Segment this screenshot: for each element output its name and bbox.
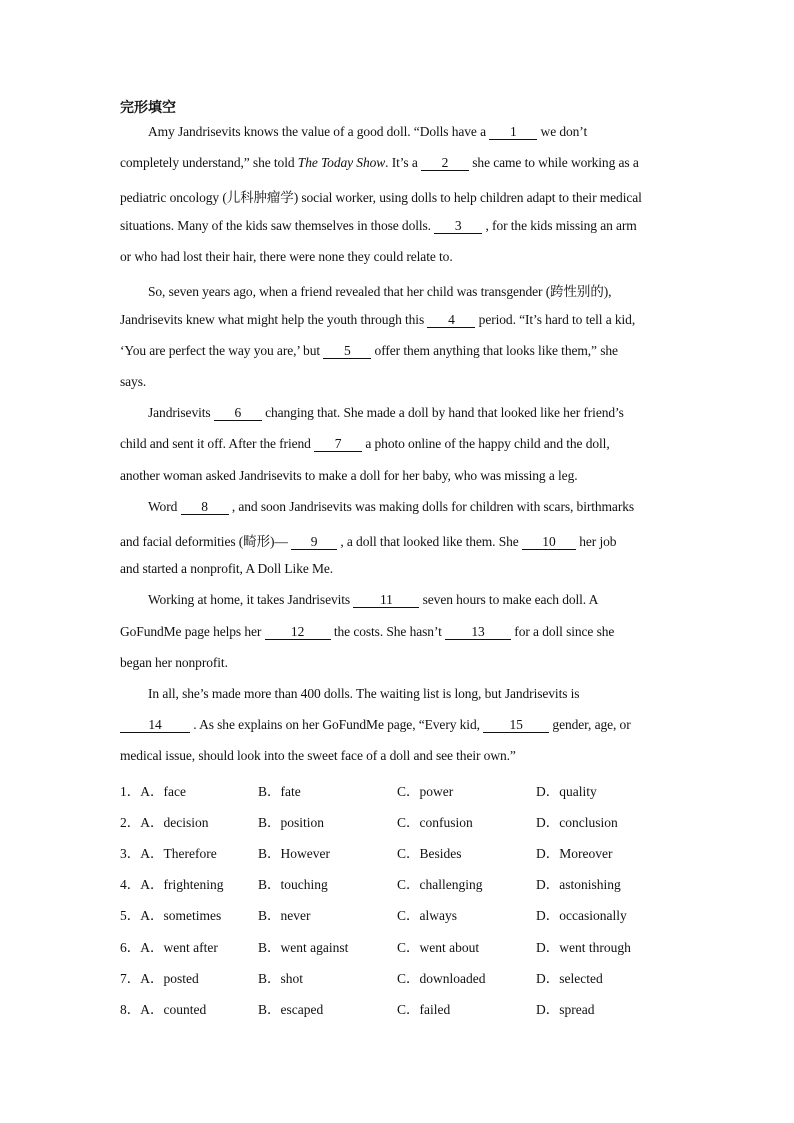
passage-line <box>120 312 635 328</box>
text: GoFundMe page helps her <box>120 624 265 639</box>
option-c[interactable]: C．Besides <box>397 846 462 861</box>
option-row-7 <box>120 967 680 985</box>
text: and facial deformities (畸形)— <box>120 534 292 549</box>
text: we don’t <box>537 124 588 139</box>
option-c[interactable]: C．challenging <box>397 877 483 892</box>
option-a[interactable]: 4．A．frightening <box>120 877 224 892</box>
text: . As she explains on her GoFundMe page, “Every kid, <box>190 717 484 732</box>
passage-line <box>120 155 639 171</box>
option-b[interactable]: B．However <box>258 846 330 861</box>
text: . It’s a <box>385 155 421 170</box>
option-a[interactable]: 3．A．Therefore <box>120 846 217 861</box>
option-a[interactable]: 5．A．sometimes <box>120 908 222 923</box>
option-b[interactable]: B．position <box>258 815 325 830</box>
option-d[interactable]: D．Moreover <box>536 846 613 861</box>
text: seven hours to make each doll. A <box>419 592 599 607</box>
text: Word <box>148 499 181 514</box>
passage-line <box>120 717 631 733</box>
blank-1: 1 <box>489 125 537 140</box>
option-d[interactable]: D．conclusion <box>536 815 618 830</box>
text: the costs. She hasn’t <box>330 624 446 639</box>
show-title: The Today Show <box>297 155 386 170</box>
text: Working at home, it takes Jandrisevits <box>148 592 354 607</box>
option-d[interactable]: D．quality <box>536 784 597 799</box>
blank-9: 9 <box>291 535 337 550</box>
option-b[interactable]: B．touching <box>258 877 328 892</box>
option-c[interactable]: C．power <box>397 784 454 799</box>
passage-line: says. <box>120 374 147 389</box>
text: ‘You are perfect the way you are,’ but <box>120 343 324 358</box>
option-b[interactable]: B．fate <box>258 784 301 799</box>
passage-line <box>148 405 624 421</box>
option-row-8 <box>120 998 680 1016</box>
text: offer them anything that looks like them,” she <box>371 343 618 358</box>
passage-line <box>148 124 587 140</box>
blank-8: 8 <box>181 500 229 515</box>
option-row-2 <box>120 811 680 829</box>
option-row-1 <box>120 780 680 798</box>
blank-2: 2 <box>421 156 469 171</box>
option-a[interactable]: 1．A．face <box>120 784 186 799</box>
option-a[interactable]: 7．A．posted <box>120 971 199 986</box>
text: for a doll since she <box>511 624 615 639</box>
text: , for the kids missing an arm <box>482 218 637 233</box>
blank-3: 3 <box>434 219 482 234</box>
option-b[interactable]: B．escaped <box>258 1002 324 1017</box>
option-a[interactable]: 2．A．decision <box>120 815 209 830</box>
blank-5: 5 <box>323 344 371 359</box>
option-row-6 <box>120 936 680 954</box>
passage-line <box>120 436 610 452</box>
text: completely understand,” she told <box>120 155 298 170</box>
passage-line: So, seven years ago, when a friend revealed that her child was transgender (跨性别的), <box>148 284 612 299</box>
text: Amy Jandrisevits knows the value of a good doll. “Dolls have a <box>148 124 490 139</box>
option-d[interactable]: D．selected <box>536 971 603 986</box>
passage-line <box>148 592 598 608</box>
passage-line <box>120 218 637 234</box>
passage-line: medical issue, should look into the sweet face of a doll and see their own.” <box>120 748 516 763</box>
option-c[interactable]: C．downloaded <box>397 971 486 986</box>
text: Jandrisevits <box>148 405 214 420</box>
blank-6: 6 <box>214 406 262 421</box>
option-row-5 <box>120 904 680 922</box>
text: a photo online of the happy child and the doll, <box>362 436 610 451</box>
text: gender, age, or <box>549 717 631 732</box>
option-d[interactable]: D．occasionally <box>536 908 627 923</box>
blank-7: 7 <box>314 437 362 452</box>
option-b[interactable]: B．never <box>258 908 311 923</box>
text: she came to while working as a <box>469 155 639 170</box>
passage-line: or who had lost their hair, there were none they could relate to. <box>120 249 453 264</box>
text: child and sent it off. After the friend <box>120 436 315 451</box>
option-a[interactable]: 6．A．went after <box>120 940 218 955</box>
option-a[interactable]: 8．A．counted <box>120 1002 207 1017</box>
blank-13: 13 <box>445 625 511 640</box>
option-c[interactable]: C．failed <box>397 1002 451 1017</box>
passage-line <box>120 343 618 359</box>
blank-15: 15 <box>483 718 549 733</box>
passage-line: pediatric oncology (儿科肿瘤学) social worker, using dolls to help children adapt to their medical <box>120 190 642 205</box>
blank-12: 12 <box>265 625 331 640</box>
option-d[interactable]: D．went through <box>536 940 631 955</box>
text: , and soon Jandrisevits was making dolls for children with scars, birthmarks <box>228 499 635 514</box>
passage-line <box>120 624 614 640</box>
text: Jandrisevits knew what might help the youth through this <box>120 312 428 327</box>
blank-14: 14 <box>120 718 190 733</box>
passage-line: and started a nonprofit, A Doll Like Me. <box>120 561 334 576</box>
option-c[interactable]: C．always <box>397 908 457 923</box>
option-c[interactable]: C．went about <box>397 940 480 955</box>
option-d[interactable]: D．astonishing <box>536 877 621 892</box>
passage-line: In all, she’s made more than 400 dolls. The waiting list is long, but Jandrisevits is <box>148 686 580 701</box>
option-row-3 <box>120 842 680 860</box>
passage-line: began her nonprofit. <box>120 655 228 670</box>
option-row-4 <box>120 873 680 891</box>
option-c[interactable]: C．confusion <box>397 815 473 830</box>
passage-line: another woman asked Jandrisevits to make a doll for her baby, who was missing a leg. <box>120 468 578 483</box>
text: her job <box>575 534 617 549</box>
option-b[interactable]: B．went against <box>258 940 349 955</box>
section-title: 完形填空 <box>120 100 176 116</box>
text: period. “It’s hard to tell a kid, <box>475 312 636 327</box>
blank-10: 10 <box>522 535 576 550</box>
text: situations. Many of the kids saw themselves in those dolls. <box>120 218 435 233</box>
blank-4: 4 <box>427 313 475 328</box>
passage-line <box>120 530 616 550</box>
option-d[interactable]: D．spread <box>536 1002 595 1017</box>
text: changing that. She made a doll by hand that looked like her friend’s <box>261 405 624 420</box>
text: , a doll that looked like them. She <box>337 534 522 549</box>
passage-line <box>148 499 634 515</box>
blank-11: 11 <box>353 593 419 608</box>
option-b[interactable]: B．shot <box>258 971 304 986</box>
